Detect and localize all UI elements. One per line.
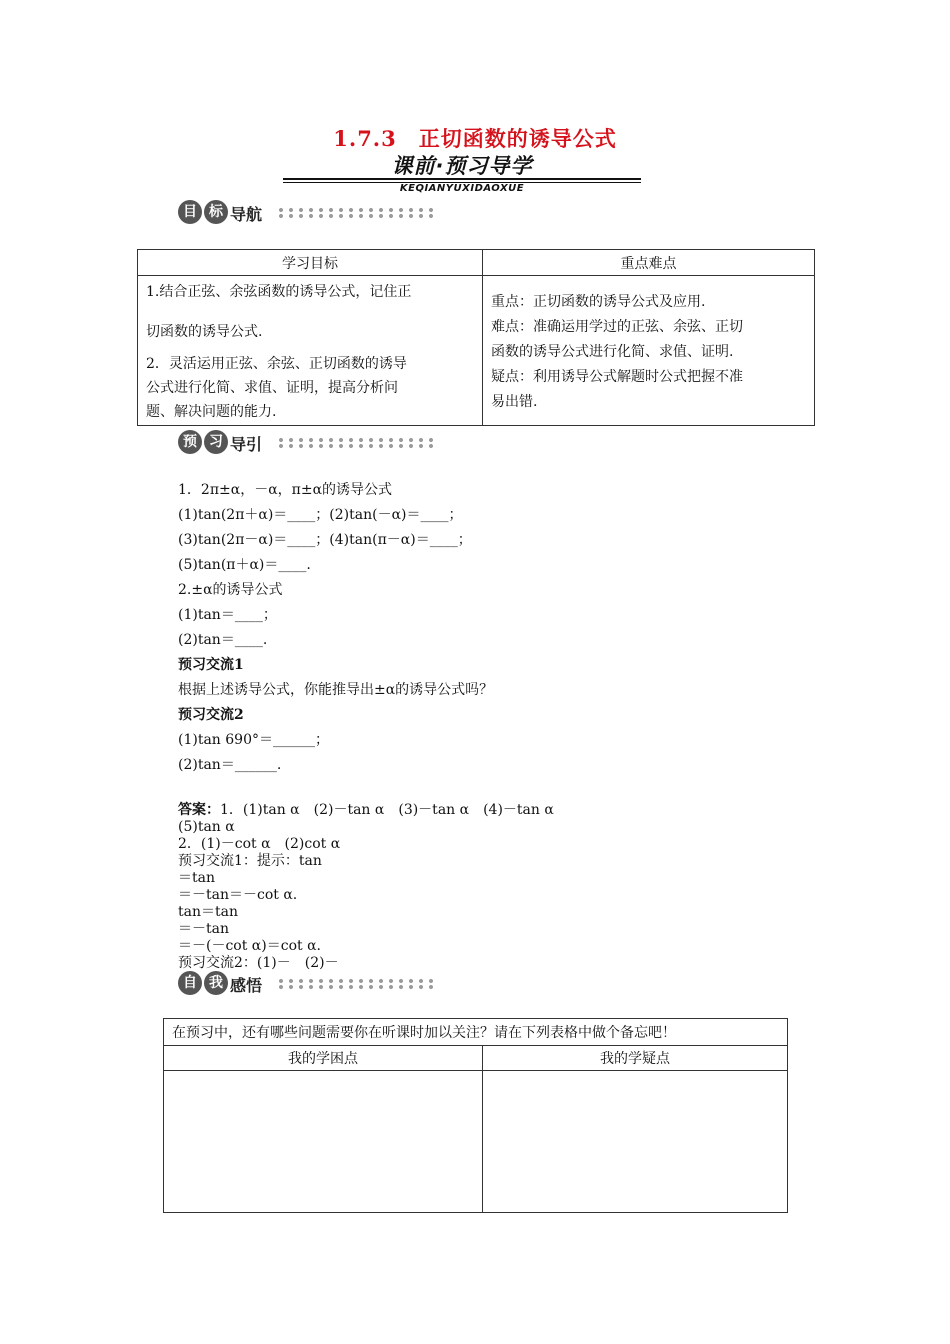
preview-line: (2)tan＝____. [178,632,268,648]
section-heading-text: 导引 [230,435,263,454]
badge-circle: 标 [204,200,228,224]
goal-line: 2．灵活运用正弦、余弦、正切函数的诱导 [146,356,407,372]
badge-circle: 我 [204,971,228,995]
exchange-1-title: 预习交流1 [178,657,244,673]
key-point-line: 难点：准确运用学过的正弦、余弦、正切 [491,319,743,335]
answer-line: 预习交流1：提示：tan [178,853,322,869]
answer-line: tan＝tan [178,904,238,920]
answer-line: ＝－tan＝－cot α. [178,887,298,903]
section-heading-text: 导航 [230,205,263,224]
section-heading-reflect [178,971,448,997]
notes-prompt: 在预习中，还有哪些问题需要你在听课时加以关注？请在下列表格中做个备忘吧！ [164,1019,788,1046]
exchange-2-title: 预习交流2 [178,707,244,723]
answer-line: 预习交流2：(1)－ (2)－ [178,955,339,971]
preview-line: (3)tan(2π－α)＝____；(4)tan(π－α)＝____； [178,532,472,548]
badge-circle: 习 [204,430,228,454]
answer-line: (5)tan α [178,819,235,835]
dotted-rule [276,207,436,219]
key-point-line: 疑点：利用诱导公式解题时公式把握不准 [491,369,743,385]
table-header: 我的学困点 [164,1046,483,1071]
answer-line: ＝－tan [178,921,229,937]
preview-line: (5)tan(π＋α)＝____. [178,557,311,573]
section-heading-goals [178,200,448,226]
preview-line: (1)tan(2π＋α)＝____；(2)tan(－α)＝____； [178,507,463,523]
goal-line: 切函数的诱导公式. [146,324,263,340]
preview-content [178,478,778,778]
notes-table [163,1018,788,1213]
answer-block [178,802,798,972]
key-points-cell [483,276,815,426]
page-title: 1.7.3 正切函数的诱导公式 [333,126,617,151]
dotted-rule [276,978,436,990]
dotted-rule [276,437,436,449]
section-banner [283,150,641,198]
preview-line: 1．2π±α，－α，π±α的诱导公式 [178,482,393,498]
banner-title: 课前·预习导学 [391,154,533,178]
doubts-cell[interactable] [483,1071,788,1213]
answer-line: 2．(1)－cot α (2)cot α [178,836,341,852]
section-heading-preview [178,430,448,456]
goal-line: 1.结合正弦、余弦函数的诱导公式，记住正 [146,284,412,300]
table-header: 学习目标 [138,250,483,276]
exchange-2-line: (1)tan 690°＝______； [178,732,329,748]
badge-circle: 目 [178,200,202,224]
goal-line: 公式进行化简、求值、证明，提高分析问 [146,380,398,396]
answer-line: ＝tan [178,870,215,886]
answer-text: 1．(1)tan α (2)－tan α (3)－tan α (4)－tan α [220,802,554,818]
banner-subtitle: KEQIANYUXIDAOXUE [399,183,525,194]
exchange-2-line: (2)tan＝______. [178,757,282,773]
key-point-line: 函数的诱导公式进行化简、求值、证明. [491,344,734,360]
exchange-1-question: 根据上述诱导公式，你能推导出±α的诱导公式吗？ [178,682,494,698]
banner-rule [283,178,641,180]
answer-line: ＝－(－cot α)＝cot α. [178,938,321,954]
table-header: 我的学疑点 [483,1046,788,1071]
table-header: 重点难点 [483,250,815,276]
goal-line: 题、解决问题的能力. [146,404,277,420]
preview-line: (1)tan＝____； [178,607,277,623]
badge-circle: 自 [178,971,202,995]
section-heading-text: 感悟 [230,976,263,995]
preview-line: 2.±α的诱导公式 [178,582,283,598]
learning-goals-cell [138,276,483,426]
badge-circle: 预 [178,430,202,454]
difficulties-cell[interactable] [164,1071,483,1213]
key-point-line: 重点：正切函数的诱导公式及应用. [491,294,706,310]
answer-label: 答案： [178,802,220,818]
goals-table [137,249,815,426]
answer-line-first [178,802,798,819]
key-point-line: 易出错. [491,394,538,410]
